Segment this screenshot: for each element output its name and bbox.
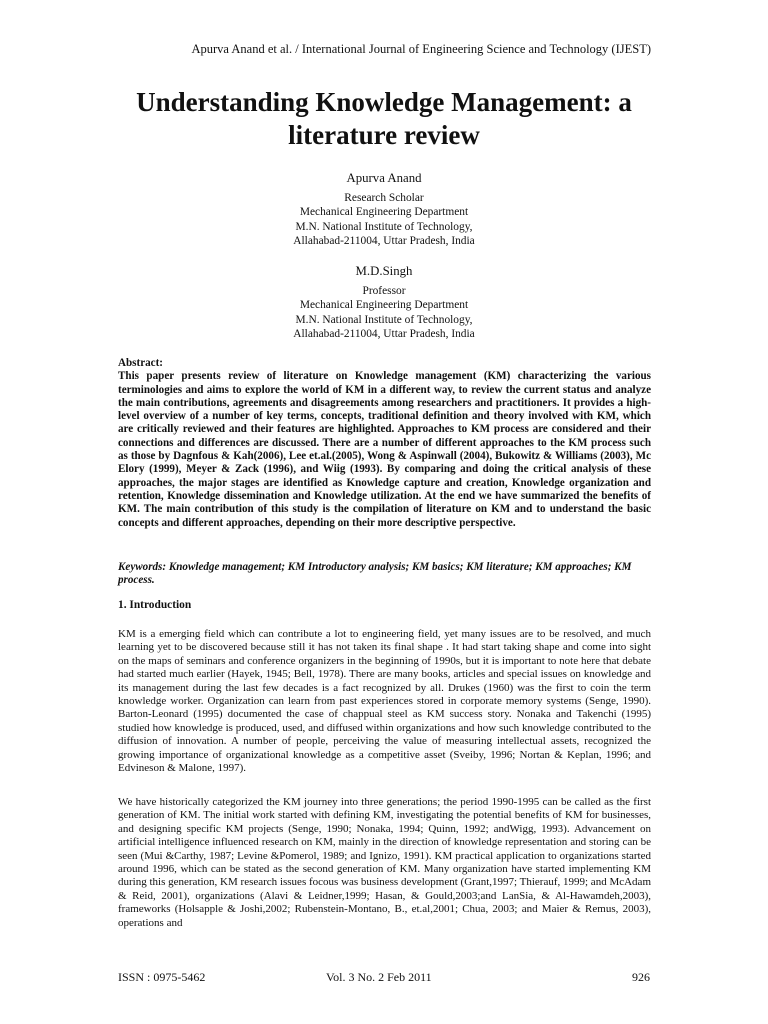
paper-title — [0, 86, 768, 152]
author-block-1 — [0, 171, 768, 249]
keywords: Keywords: Knowledge management; KM Introductory analysis; KM basics; KM literature; KM approaches; KM process. — [118, 561, 632, 586]
author-address: Allahabad-211004, Uttar Pradesh, India — [293, 235, 475, 248]
author-institute: M.N. National Institute of Technology, — [295, 313, 473, 326]
author-address: Allahabad-211004, Uttar Pradesh, India — [293, 328, 475, 341]
paper-title-line-1: Understanding Knowledge Management: a — [136, 87, 632, 117]
abstract-label: Abstract: — [118, 357, 163, 369]
abstract-text: This paper presents review of literature on Knowledge management (KM) characterizing the various terminologies and aims to explore the world of KM in a different way, to review the current status and analyze the main contributions, agreements and disagreements among researchers and practitioners. It provides a high-level overview of a number of key terms, concepts, traditional definition and theory involved with KM, which are critically reviewed and their features are highlighted. Approaches to KM process are considered and their connections and differences are discussed. There are a number of different approaches to the KM process such as those by Dagnfous & Kah(2006), Lee et.al.(2005), Wong & Aspinwall (2004), Bukowitz & Williams (2003), Mc Elory (1999), Meyer & Zack (1996), and Wiig (1993). By comparing and doing the critical analysis of these approaches, the major stages are identified as Knowledge capture and creation, Knowledge organization and retention, Knowledge dissemination and Knowledge utilization. At the end we have summarized the benefits of KM. The main contribution of this study is the compilation of literature on KM and to understand the basic concepts and different approaches, depending on their more descriptive perspective. — [118, 370, 651, 529]
author-name: Apurva Anand — [346, 171, 422, 185]
section-heading-introduction: 1. Introduction — [118, 599, 192, 611]
footer-volume: Vol. 3 No. 2 Feb 2011 — [326, 970, 432, 984]
paper-title-line-2: literature review — [288, 120, 480, 150]
author-institute: M.N. National Institute of Technology, — [295, 220, 473, 233]
footer-issn: ISSN : 0975-5462 — [118, 970, 206, 984]
author-name: M.D.Singh — [355, 264, 413, 278]
author-department: Mechanical Engineering Department — [299, 299, 469, 312]
author-title: Research Scholar — [344, 191, 424, 204]
abstract — [118, 357, 651, 530]
body-paragraph: KM is a emerging field which can contribute a lot to engineering field, yet many issues are to be resolved, and much learning yet to be discovered because still it has not taken its final shape . It had start taking shape and come into sight on the maps of seminars and conference organizers in the beginning of 1990s, but it is important to note here that debate had started much earlier (Hayek, 1945; Bell, 1978). There are many books, articles and special issues on knowledge and its management during the last few decades is a fact recognized by all. Drukes (1960) was the first to coin the term knowledge worker. Organization can learn from past experiences stored in corporate memory systems (Senge, 1990). Barton-Leonard (1995) documented the case of chappual steel as KM success story. Nonaka and Takenchi (1995) studied how knowledge is produced, used, and diffused within organizations and how such knowledge contributed to the diffusion of innovation. A number of people, perceiving the value of measuring intellectual assets, recognized the growing importance of organizational knowledge as a competitive asset (Sveiby, 1996; Nortan & Keplan, 1996; and Edvineson & Malone, 1997). — [118, 628, 651, 775]
footer-page-number: 926 — [632, 970, 650, 984]
body-paragraph: We have historically categorized the KM journey into three generations; the period 1990-1995 can be called as the first generation of KM. The initial work started with defining KM, investigating the potential benefits of KM for businesses, and designing specific KM projects (Senge, 1990; Nonaka, 1994; Quinn, 1992; andWigg, 1993). Advancement on artificial intelligence influenced research on KM, mainly in the direction of knowledge representation and storing can be seen (Mui &Carthy, 1987; Levine &Pomerol, 1989; and Ignizo, 1991). KM practical application to organizations started around 1996, which can be stated as the second generation of KM. Many organization have started implementing KM during this generation, KM research issues focous was business development (Grant,1997; Thierauf, 1999; and McAdam & Reid, 2001), organizations (Alavi & Leidner,1999; Hasan, & Gould,2003;and LanSia, & Al-Hawamdeh,2003), frameworks (Holsapple & Joshi,2002; Rubenstein-Montano, B., et.al,2001; Chua, 2003; and Maier & Remus, 2003), operations and — [118, 796, 651, 929]
author-block-2 — [0, 264, 768, 342]
author-department: Mechanical Engineering Department — [299, 206, 469, 219]
running-header: Apurva Anand et al. / International Journal of Engineering Science and Technology (IJEST) — [191, 42, 651, 56]
author-title: Professor — [362, 284, 406, 297]
